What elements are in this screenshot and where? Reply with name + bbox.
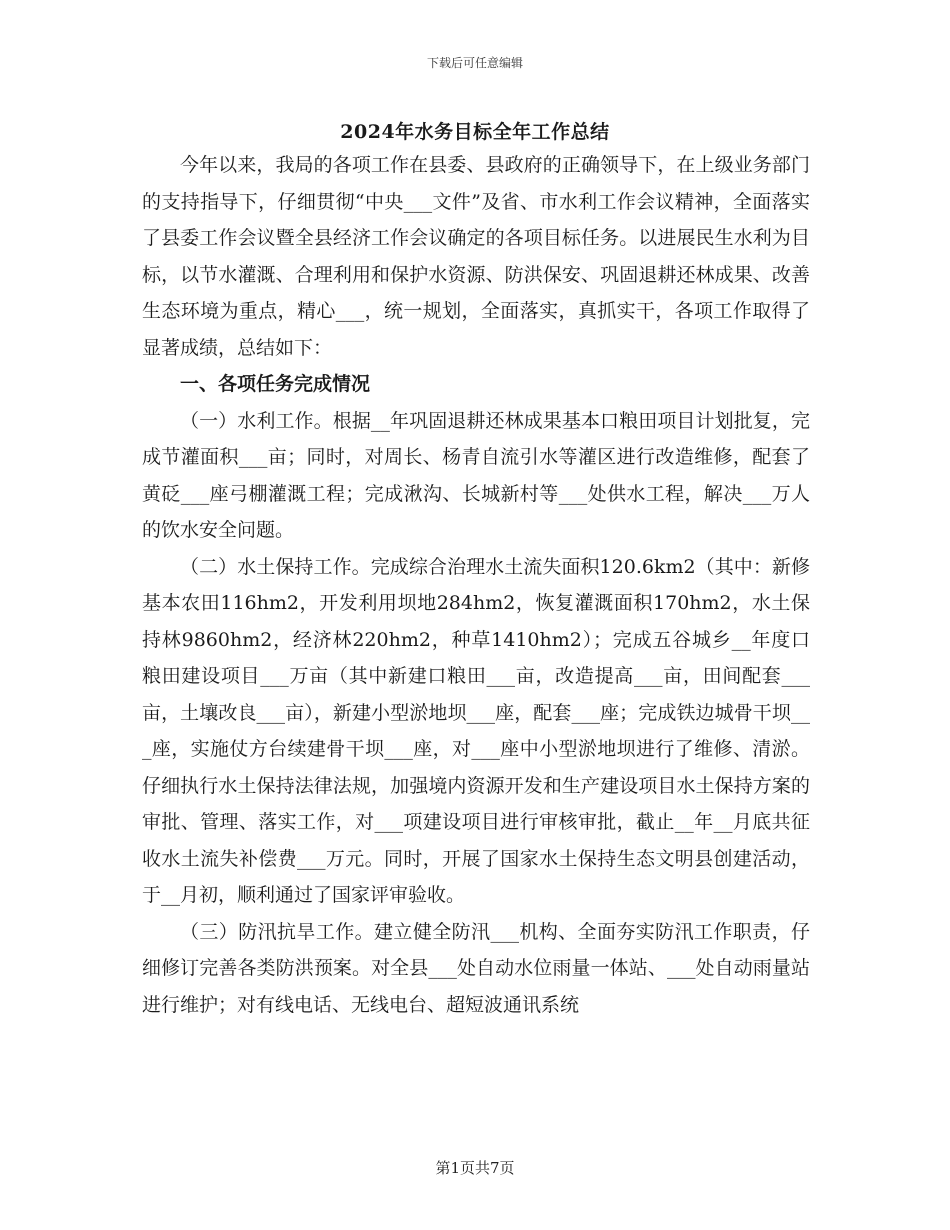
- paragraph-soil-conservation: （二）水土保持工作。完成综合治理水土流失面积120.6km2（其中：新修基本农田116hm2，开发利用坝地284hm2，恢复灌溉面积170hm2，水土保持林9860hm2，经济林220hm2，种草1410hm2）；完成五谷城乡__年度口粮田建设项目___万亩（其中新建口粮田___亩，改造提高___亩，田间配套___亩，土壤改良___亩），新建小型淤地坝___座，配套___座；完成铁边城骨干坝___座，实施仗方台续建骨干坝___座，对___座中小型淤地坝进行了维修、清淤。仔细执行水土保持法律法规，加强境内资源开发和生产建设项目水土保持方案的审批、管理、落实工作，对___项建设项目进行审核审批，截止__年__月底共征收水土流失补偿费___万元。同时，开展了国家水土保持生态文明县创建活动，于__月初，顺利通过了国家评审验收。: [142, 555, 810, 906]
- intro-paragraph: 今年以来，我局的各项工作在县委、县政府的正确领导下，在上级业务部门的支持指导下，仔细贯彻“中央___文件”及省、市水利工作会议精神，全面落实了县委工作会议暨全县经济工作会议确定的各项目标任务。以进展民生水利为目标，以节水灌溉、合理利用和保护水资源、防洪保安、巩固退耕还林成果、改善生态环境为重点，精心___，统一规划，全面落实，真抓实干，各项工作取得了显著成绩，总结如下：: [142, 154, 810, 359]
- document-body: [142, 147, 810, 1023]
- document-title: 2024年水务目标全年工作总结: [340, 121, 610, 143]
- section-heading: 一、各项任务完成情况: [180, 373, 371, 395]
- paragraph-flood-control: （三）防汛抗旱工作。建立健全防汛___机构、全面夯实防汛工作职责，仔细修订完善各类防洪预案。对全县___处自动水位雨量一体站、___处自动雨量站进行维护；对有线电话、无线电台、超短波通讯系统: [142, 920, 810, 1016]
- page-footer: 第1页共7页: [435, 1159, 515, 1177]
- header-note: 下载后可任意编辑: [426, 56, 523, 70]
- paragraph-water-conservancy: （一）水利工作。根据__年巩固退耕还林成果基本口粮田项目计划批复，完成节灌面积___亩；同时，对周长、杨青自流引水等灌区进行改造维修，配套了黄砭___座弓棚灌溉工程；完成湫沟、长城新村等___处供水工程，解决___万人的饮水安全问题。: [142, 409, 810, 541]
